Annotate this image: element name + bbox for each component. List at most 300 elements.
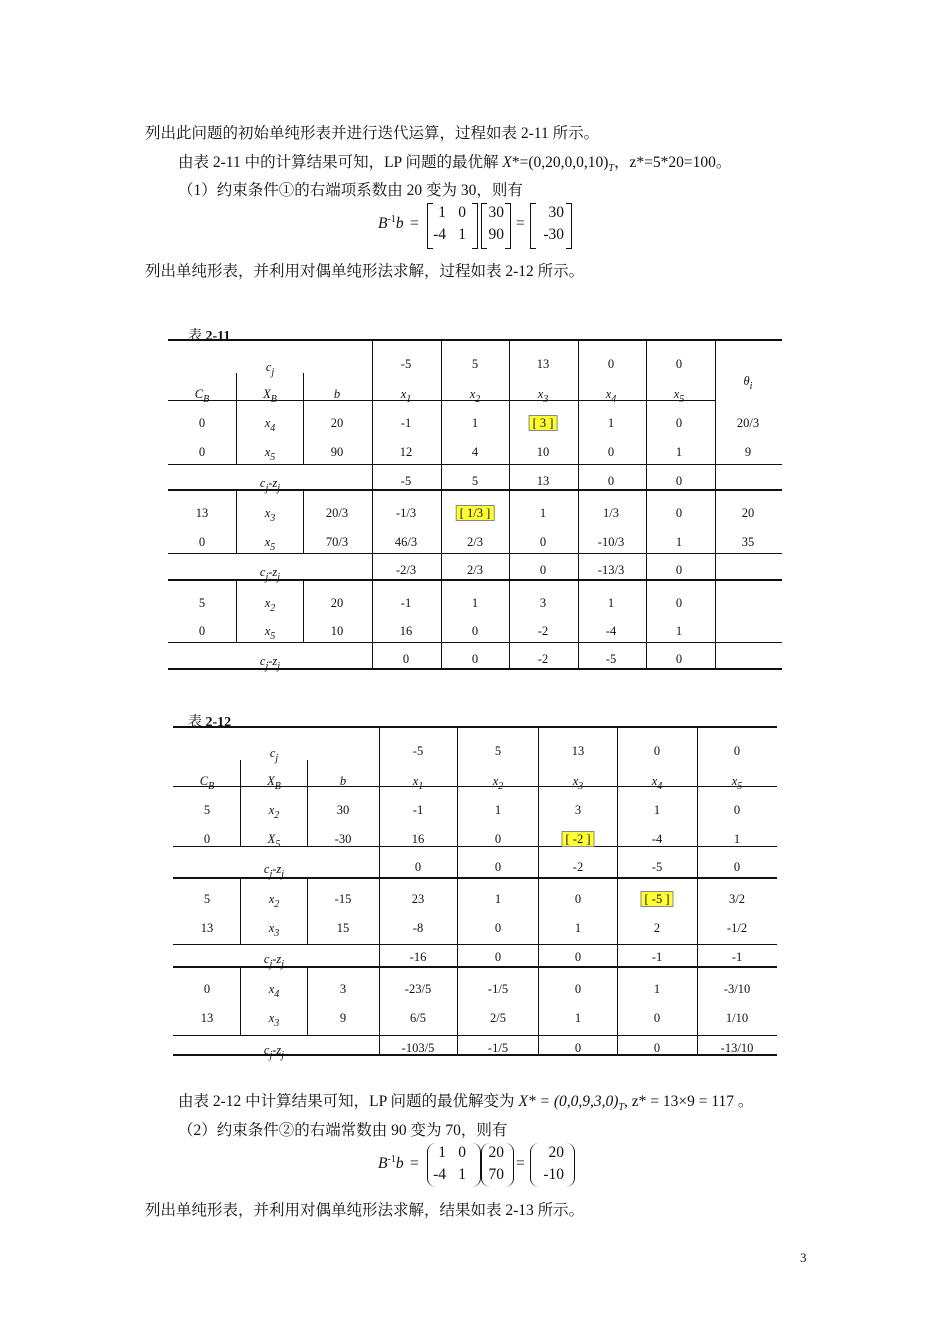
theta-value: 20	[741, 506, 755, 520]
table-row-xb	[264, 624, 276, 642]
result-entry: 20	[548, 1144, 564, 1161]
table-cell-value: 0	[574, 982, 582, 996]
table-cell	[540, 506, 546, 521]
bracket-left	[530, 1143, 539, 1187]
table-cell-value: -1/5	[487, 982, 509, 996]
matrix-A-entry: -4	[433, 226, 446, 243]
xb-header-sub: B	[274, 781, 281, 792]
table-vrule	[236, 490, 237, 553]
table-vrule	[307, 760, 308, 846]
table-vrule	[617, 726, 618, 1054]
table-cell	[575, 1011, 581, 1026]
table-row-xb	[268, 921, 280, 939]
cj-zj-value: -5	[651, 860, 663, 874]
cz-sub2: j	[277, 483, 281, 494]
table-row-b: -15	[334, 892, 352, 906]
table-row-xb	[264, 416, 276, 434]
table-cell-value: -1/2	[726, 921, 748, 935]
matrix-A-entry: 1	[458, 226, 466, 243]
table-cell-value: -23/5	[404, 982, 432, 996]
cj-zj-value: 0	[675, 474, 683, 488]
theta-value: 9	[744, 445, 752, 459]
table-cell	[734, 832, 740, 847]
cj-zj-value: -1/5	[487, 1041, 509, 1055]
cj-zj-value: 0	[675, 563, 683, 577]
xb-main: x	[264, 596, 271, 610]
table-vrule	[697, 726, 698, 1054]
table-cell	[641, 892, 674, 907]
cb-header-sub: B	[203, 394, 210, 405]
x-col-header	[469, 387, 481, 405]
xcol-sub: 3	[543, 394, 549, 405]
table-cell-value: 1	[494, 892, 502, 906]
bracket-right	[472, 203, 478, 249]
xcol-main: x	[537, 387, 544, 401]
cj-zj-label	[259, 565, 281, 583]
xcol-main: x	[731, 774, 738, 788]
cj-label-sub: j	[271, 367, 275, 378]
cz-sub1: j	[265, 661, 269, 672]
xcol-sub: 2	[475, 394, 481, 405]
theta-main: θ	[743, 374, 750, 388]
matrix-lhs-b: b	[395, 215, 404, 232]
table-rule	[168, 553, 782, 554]
table-cell-value: 1/10	[725, 1011, 749, 1025]
table-cell	[405, 982, 431, 997]
cj-zj-label	[263, 952, 285, 970]
cz-mid: -z	[268, 654, 278, 668]
table-cell	[472, 445, 478, 460]
cj-zj-label	[259, 476, 281, 494]
table-cell	[412, 832, 425, 847]
table-cell	[456, 506, 495, 521]
table-cell-value: 1	[471, 416, 479, 430]
p5-pre: 由表 2-12 中计算结果可知，LP 问题的最优解变为	[178, 1093, 519, 1110]
table-cell-value: -4	[605, 624, 617, 638]
table-cell-value: [ -5 ]	[641, 891, 674, 907]
xcol-main: x	[412, 774, 419, 788]
table-row-cb: 13	[200, 921, 214, 935]
matrix-lhs	[378, 215, 404, 233]
table-cell	[495, 921, 501, 936]
table-cell	[654, 1011, 660, 1026]
x-col-header	[537, 387, 549, 405]
xb-sub: 3	[274, 1018, 280, 1029]
xcol-sub: 1	[418, 781, 424, 792]
cj-value: 13	[536, 357, 550, 371]
p2-x: X	[502, 154, 512, 171]
xb-main: x	[268, 1011, 275, 1025]
table-row-b: 70/3	[325, 535, 349, 549]
equals-sign: =	[410, 215, 419, 232]
x-col-header	[673, 387, 685, 405]
cj-zj-value: 0	[471, 652, 479, 666]
table-cell	[608, 445, 614, 460]
cj-zj-value: 0	[539, 563, 547, 577]
xb-sub: 5	[270, 452, 276, 463]
table-cell-value: 23	[411, 892, 425, 906]
table-cell	[396, 506, 416, 521]
table-cell	[401, 596, 411, 611]
cj-label-sub: j	[275, 753, 279, 764]
table-row-cb: 13	[195, 506, 209, 520]
table-row-b: 9	[339, 1011, 347, 1025]
cb-header-main: C	[199, 774, 209, 788]
table-cell-value: 3	[574, 803, 582, 817]
table-row-cb: 5	[203, 803, 211, 817]
cj-zj-value: -5	[605, 652, 617, 666]
cj-zj-value: 13	[536, 474, 550, 488]
paragraph-result-212	[178, 1092, 753, 1114]
table-cell-value: 46/3	[394, 535, 418, 549]
cz-sub1: j	[269, 1050, 273, 1061]
table-cell-value: 0	[471, 624, 479, 638]
cj-zj-value: 0	[494, 950, 502, 964]
result-entry: -10	[543, 1166, 564, 1183]
table-vrule	[715, 339, 716, 668]
xcol-sub: 1	[406, 394, 412, 405]
table-cell	[676, 506, 682, 521]
xcol-sub: 4	[611, 394, 617, 405]
caption-prefix: 表	[188, 329, 206, 344]
x-col-header	[605, 387, 617, 405]
xb-sub: 5	[270, 542, 276, 553]
table-row-b: -30	[334, 832, 352, 846]
x-col-header	[400, 387, 412, 405]
table-row-xb	[268, 803, 280, 821]
table-cell-value: -3/10	[723, 982, 751, 996]
table-row-cb: 0	[198, 416, 206, 430]
x-col-header	[731, 774, 743, 792]
xcol-sub: 2	[498, 781, 504, 792]
table-row-xb	[264, 535, 276, 553]
xb-header-main: X	[267, 774, 275, 788]
table-cell-value: 1	[653, 982, 661, 996]
table-cell	[472, 416, 478, 431]
table-row-xb	[264, 445, 276, 463]
table-row-xb	[264, 506, 276, 524]
caption-number: 2-11	[205, 329, 231, 344]
cj-zj-label	[263, 1043, 285, 1061]
vector-entry: 30	[488, 204, 504, 221]
cj-zj-value: 0	[607, 474, 615, 488]
table-cell	[495, 803, 501, 818]
matrix-lhs-B: B	[378, 215, 388, 232]
table-cell-value: 0	[653, 1011, 661, 1025]
cj-zj-value: 0	[574, 1041, 582, 1055]
table-cell-value: [ 1/3 ]	[456, 505, 495, 521]
table-vrule	[646, 339, 647, 668]
table-row-cb: 0	[198, 445, 206, 459]
table-cell-value: 2	[653, 921, 661, 935]
cj-zj-label	[259, 654, 281, 672]
cj-label-main: c	[265, 360, 272, 374]
table-row-b: 20/3	[325, 506, 349, 520]
table-rule	[173, 726, 777, 728]
xb-sub: 4	[274, 989, 280, 1000]
xcol-main: x	[673, 387, 680, 401]
matrix-lhs-sup: -1	[387, 1154, 396, 1165]
table-cell	[575, 803, 581, 818]
caption-prefix: 表	[188, 715, 206, 730]
xb-sub: 2	[274, 810, 280, 821]
cj-zj-value: -16	[409, 950, 427, 964]
table-212-caption	[188, 711, 231, 731]
p2-eq: *=(0,20,0,0,10)	[511, 154, 609, 171]
cz-c: c	[263, 952, 270, 966]
table-row-b: 20	[330, 596, 344, 610]
cz-sub2: j	[281, 959, 285, 970]
cj-value: 0	[653, 744, 661, 758]
table-cell-value: -4	[651, 832, 663, 846]
table-vrule	[372, 339, 373, 668]
table-cell	[654, 921, 660, 936]
table-rule	[168, 339, 782, 341]
table-vrule	[240, 878, 241, 944]
caption-number: 2-12	[205, 715, 232, 730]
table-cell	[488, 982, 508, 997]
xcol-sub: 3	[578, 781, 584, 792]
cz-mid: -z	[268, 565, 278, 579]
table-cell-value: -2	[537, 624, 549, 638]
cj-value: 0	[733, 744, 741, 758]
cj-value: 0	[675, 357, 683, 371]
table-cell-value: 1	[733, 832, 741, 846]
table-cell	[727, 921, 747, 936]
cz-c: c	[259, 565, 266, 579]
table-cell	[676, 445, 682, 460]
vector-entry: 70	[488, 1166, 504, 1183]
table-rule	[168, 464, 782, 465]
cj-value: 0	[607, 357, 615, 371]
cj-label	[269, 746, 279, 764]
matrix-lhs-B: B	[378, 1155, 388, 1172]
table-cell	[654, 803, 660, 818]
table-cell-value: 0	[607, 445, 615, 459]
p2-T: T	[608, 163, 614, 174]
table-cell-value: 0	[494, 832, 502, 846]
xb-main: x	[264, 445, 271, 459]
cj-zj-value: 2/3	[467, 563, 483, 577]
table-cell	[540, 596, 546, 611]
p5-z: , z* = 13×9 = 117 。	[624, 1093, 754, 1110]
table-vrule	[379, 726, 380, 1054]
table-cell-value: 10	[536, 445, 550, 459]
table-cell-value: -8	[412, 921, 424, 935]
table-cell	[495, 892, 501, 907]
table-cell-value: 6/5	[410, 1011, 426, 1025]
matrix-lhs	[378, 1155, 404, 1173]
table-cell	[575, 921, 581, 936]
table-cell	[598, 535, 624, 550]
xb-header-sub: B	[270, 394, 277, 405]
xb-header-main: X	[263, 387, 271, 401]
bracket-right	[566, 1143, 575, 1187]
table-cell-value: 1	[653, 803, 661, 817]
table-vrule	[240, 967, 241, 1035]
table-vrule	[307, 967, 308, 1035]
table-cell-value: 1/3	[603, 506, 619, 520]
vector-entry: 20	[488, 1144, 504, 1161]
theta-header	[743, 374, 753, 392]
cj-zj-value: -1	[651, 950, 663, 964]
cz-sub2: j	[277, 661, 281, 672]
cb-header-sub: B	[208, 781, 215, 792]
table-cell	[608, 416, 614, 431]
table-vrule	[303, 490, 304, 553]
xb-main: x	[264, 416, 271, 430]
table-cell-value: 16	[399, 624, 413, 638]
b-header: b	[339, 774, 347, 788]
cj-zj-value: 0	[494, 860, 502, 874]
table-rule	[173, 944, 777, 945]
theta-value: 20/3	[736, 416, 760, 430]
table-cell	[472, 596, 478, 611]
cj-zj-value: 0	[414, 860, 422, 874]
xcol-sub: 4	[657, 781, 663, 792]
cj-zj-value: -103/5	[401, 1041, 435, 1055]
cz-sub1: j	[269, 869, 273, 880]
table-cell-value: 1	[675, 535, 683, 549]
cj-zj-value: -1	[731, 950, 743, 964]
cj-zj-value: 0	[574, 950, 582, 964]
table-cell-value: [ 3 ]	[529, 415, 558, 431]
table-cell-value: 1	[607, 416, 615, 430]
paragraph-intro: 列出此问题的初始单纯形表并进行迭代运算，过程如表 2-11 所示。	[145, 125, 600, 142]
xcol-main: x	[400, 387, 407, 401]
table-row-b: 10	[330, 624, 344, 638]
table-row-cb: 5	[203, 892, 211, 906]
xb-main: x	[264, 506, 271, 520]
cz-sub1: j	[269, 959, 273, 970]
table-row-cb: 0	[198, 535, 206, 549]
cz-sub2: j	[277, 572, 281, 583]
paragraph-table-212-intro: 列出单纯形表，并利用对偶单纯形法求解，过程如表 2-12 所示。	[145, 263, 585, 280]
table-cell	[676, 535, 682, 550]
table-cell-value: 1	[675, 445, 683, 459]
table-vrule	[538, 726, 539, 1054]
cz-mid: -z	[272, 862, 282, 876]
table-vrule	[457, 726, 458, 1054]
table-rule	[168, 400, 716, 401]
equals-sign: =	[516, 1155, 525, 1172]
cb-header	[194, 387, 210, 405]
p5-expr: X* = (0,0,9,3,0)	[518, 1093, 619, 1110]
table-row-b: 90	[330, 445, 344, 459]
table-cell	[608, 596, 614, 611]
cj-value: -5	[412, 744, 424, 758]
p2-pre: 由表 2-11 中的计算结果可知，LP 问题的最优解	[178, 154, 503, 171]
table-cell-value: 16	[411, 832, 425, 846]
cj-value: 13	[571, 744, 585, 758]
table-cell-value: -10/3	[597, 535, 625, 549]
cj-value: 5	[471, 357, 479, 371]
table-cell-value: -1	[400, 416, 412, 430]
table-rule	[173, 786, 777, 787]
table-cell	[467, 535, 483, 550]
cj-zj-value: -13/3	[597, 563, 625, 577]
p5-T: T	[618, 1102, 625, 1113]
matrix-lhs-sup: -1	[387, 214, 396, 225]
table-rule	[173, 877, 777, 879]
xcol-main: x	[572, 774, 579, 788]
cz-sub1: j	[265, 572, 269, 583]
xb-sub: 2	[274, 899, 280, 910]
cz-c: c	[263, 862, 270, 876]
table-rule	[168, 642, 782, 643]
cz-mid: -z	[272, 952, 282, 966]
paragraph-result-211	[178, 153, 731, 175]
table-cell	[413, 921, 423, 936]
paragraph-table-213-intro: 列出单纯形表，并利用对偶单纯形法求解，结果如表 2-13 所示。	[145, 1202, 585, 1219]
table-cell-value: 1	[574, 921, 582, 935]
table-row-cb: 13	[200, 1011, 214, 1025]
table-vrule	[441, 339, 442, 668]
xb-sub: 5	[270, 631, 276, 642]
xb-sub: 5	[275, 839, 281, 850]
table-cell	[652, 832, 662, 847]
cj-zj-value: 0	[402, 652, 410, 666]
table-cell-value: 1	[675, 624, 683, 638]
table-cell-value: -1	[412, 803, 424, 817]
table-cell-value: 2/5	[490, 1011, 506, 1025]
bracket-right	[566, 203, 572, 249]
table-vrule	[509, 339, 510, 668]
table-cell-value: 1	[539, 506, 547, 520]
cz-c: c	[263, 1043, 270, 1057]
bracket-left	[530, 203, 536, 249]
theta-value: 35	[741, 535, 755, 549]
table-cell	[603, 506, 619, 521]
table-rule	[173, 846, 777, 847]
cz-mid: -z	[268, 476, 278, 490]
table-row-xb	[264, 596, 276, 614]
xb-main: x	[268, 892, 275, 906]
cj-zj-value: 5	[471, 474, 479, 488]
table-cell-value: 1	[471, 596, 479, 610]
table-cell-value: [ -2 ]	[562, 831, 595, 847]
x-col-header	[412, 774, 424, 792]
table-cell-value: -1/3	[395, 506, 417, 520]
result-entry: -30	[543, 226, 564, 243]
cj-zj-value: -5	[400, 474, 412, 488]
xb-main: x	[268, 982, 275, 996]
xcol-main: x	[492, 774, 499, 788]
table-cell-value: 2/3	[467, 535, 483, 549]
xb-header	[267, 774, 281, 792]
table-cell	[495, 832, 501, 847]
bracket-left	[481, 203, 487, 249]
xb-sub: 2	[270, 603, 276, 614]
table-cell	[724, 982, 750, 997]
xb-main: x	[268, 921, 275, 935]
table-row-xb	[267, 832, 281, 850]
b-header: b	[333, 387, 341, 401]
bracket-right	[505, 1143, 514, 1187]
table-row-cb: 0	[203, 982, 211, 996]
cz-c: c	[259, 476, 266, 490]
table-vrule	[236, 373, 237, 464]
table-cell-value: 0	[733, 803, 741, 817]
table-cell-value: 1	[607, 596, 615, 610]
cj-value: -5	[400, 357, 412, 371]
cj-value: 5	[494, 744, 502, 758]
xb-main: X	[267, 832, 276, 846]
table-cell	[413, 803, 423, 818]
matrix-A-entry: 1	[458, 1166, 466, 1183]
table-row-cb: 0	[203, 832, 211, 846]
table-cell	[676, 624, 682, 639]
